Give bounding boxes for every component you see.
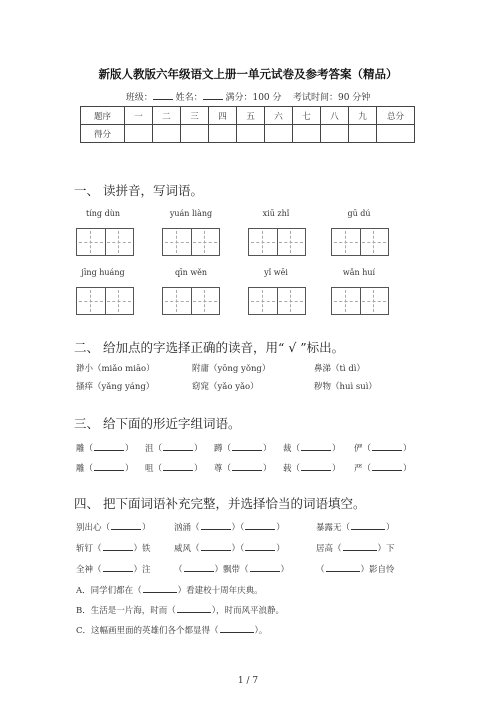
score-cell[interactable] [321,125,349,143]
score-table-header-row [81,107,415,125]
char-prompt: 裁（ [283,444,301,454]
word-group-item [354,442,412,454]
exam-meta [0,90,496,103]
score-header-cell: 六 [265,107,293,125]
sentence-text: ），时而风平浪静。 [211,606,285,616]
answer-blank[interactable] [343,542,377,551]
class-blank[interactable] [153,90,173,100]
idiom-text: 全神（ [76,565,102,575]
close-paren: ） [125,464,134,474]
score-header-cell: 五 [237,107,265,125]
idiom-text: ）下 [377,544,395,554]
answer-blank[interactable] [232,442,262,451]
idiom-text: 暴露无（ [316,523,351,533]
word-group-item [283,442,341,454]
word-group-item [145,462,203,474]
word-group-item [145,442,203,454]
close-paren: ） [263,444,272,454]
idiom-item [174,542,285,554]
tianzige-grid[interactable] [331,228,389,256]
answer-blank[interactable] [372,442,402,451]
idiom-text: （ [174,565,183,575]
idiom-text: ） [386,523,395,533]
idiom-item [316,563,395,575]
section3-heading: 三、 给下面的形近字组词语。 [74,416,241,431]
score-header-cell: 题序 [81,107,125,125]
answer-blank[interactable] [94,462,124,471]
close-paren: ） [194,464,203,474]
idiom-text: 斩钉（ [76,544,102,554]
name-label: 姓名： [175,93,203,103]
sentence-text: ）看建校十周年庆典。 [177,586,263,596]
word-group-item [283,462,341,474]
tianzige-grid[interactable] [76,228,134,256]
pronunciation-item[interactable]: 附庸（yōng yǒng） [192,364,271,374]
word-group-item [76,442,134,454]
score-header-cell: 总分 [377,107,415,125]
idiom-text: ）（ [231,523,245,533]
tianzige-grid[interactable] [76,287,134,315]
score-cell[interactable] [377,125,415,143]
pronunciation-item[interactable]: 渺小（miǎo miāo） [76,364,155,374]
score-cell[interactable] [125,125,153,143]
char-prompt: 咀（ [145,464,163,474]
pronunciation-item[interactable]: 搔痒（yǎng yáng） [76,382,155,392]
answer-blank[interactable] [301,462,331,471]
score-header-cell: 四 [209,107,237,125]
pinyin-label: xiū zhǐ [262,209,290,218]
answer-blank[interactable] [232,462,262,471]
idiom-text: （ [316,565,325,575]
close-paren: ） [125,444,134,454]
score-cell[interactable] [237,125,265,143]
answer-blank[interactable] [250,563,280,572]
fill-sentence-a [76,584,263,596]
char-prompt: 雕（ [76,464,94,474]
answer-blank[interactable] [351,521,385,530]
score-row-label: 得分 [81,125,125,143]
idiom-text: 别出心（ [76,523,111,533]
page-title: 新版人教版六年级语文上册一单元试卷及参考答案（精品） [98,67,398,81]
close-paren: ） [403,444,412,454]
char-prompt: 俨（ [354,444,372,454]
char-prompt: 蹲（ [214,444,232,454]
pinyin-label: jīng huáng [81,268,125,277]
score-header-cell: 九 [349,107,377,125]
pinyin-label: qīn wěn [174,268,208,277]
answer-blank[interactable] [201,521,231,530]
tianzige-grid[interactable] [162,287,220,315]
idiom-item [174,563,289,575]
score-cell[interactable] [265,125,293,143]
idiom-text: ）（ [231,544,245,554]
answer-blank[interactable] [201,542,231,551]
answer-blank[interactable] [94,442,124,451]
idiom-text: ）注 [133,565,151,575]
close-paren: ） [403,464,412,474]
score-cell[interactable] [293,125,321,143]
pinyin-label: tíng dùn [85,209,120,218]
word-group-item [214,442,272,454]
score-header-cell: 三 [181,107,209,125]
idiom-text: ） [142,523,151,533]
pinyin-label: gū dú [347,209,371,218]
score-cell[interactable] [181,125,209,143]
close-paren: ） [332,464,341,474]
answer-blank[interactable] [163,442,193,451]
answer-blank[interactable] [245,542,275,551]
word-group-item [76,462,134,474]
answer-blank[interactable] [372,462,402,471]
close-paren: ） [332,444,341,454]
class-label: 班级： [125,93,153,103]
pronunciation-item[interactable]: 鼻涕（tì dì） [314,364,365,374]
answer-blank[interactable] [111,521,141,530]
char-prompt: 雕（ [76,444,94,454]
score-cell[interactable] [349,125,377,143]
score-table [80,106,415,143]
exam-time: 考试时间：90 分钟 [292,93,371,103]
score-table-score-row [81,125,415,143]
close-paren: ） [194,444,203,454]
section2-heading: 二、 给加点的字选择正确的读音，用“ √ ”标出。 [74,340,345,355]
idiom-text: 汹涌（ [174,523,200,533]
answer-blank[interactable] [245,521,275,530]
pinyin-label: wǎn huí [342,268,376,277]
fill-sentence-b [76,604,284,616]
score-header-cell: 二 [153,107,181,125]
answer-blank[interactable] [103,542,133,551]
char-prompt: 严（ [354,464,372,474]
answer-blank[interactable] [177,604,211,613]
char-prompt: 沮（ [145,444,163,454]
answer-blank[interactable] [143,584,177,593]
idiom-item [76,563,151,575]
score-cell[interactable] [153,125,181,143]
tianzige-grid[interactable] [331,287,389,315]
idiom-text: ）影自怜 [360,565,395,575]
answer-blank[interactable] [326,563,360,572]
answer-blank[interactable] [301,442,331,451]
sentence-text: B．生活是一片海，时而（ [76,606,176,616]
char-prompt: 载（ [283,464,301,474]
pronunciation-item[interactable]: 窈窕（yǎo yǎo） [192,382,259,392]
word-group-item [354,462,412,474]
answer-blank[interactable] [103,563,133,572]
close-paren: ） [263,464,272,474]
pinyin-label: yǐ wēi [264,268,288,277]
sentence-text: A．同学们都在（ [76,586,142,596]
word-group-item [214,462,272,474]
score-header-cell: 一 [125,107,153,125]
idiom-text: ）铁 [133,544,151,554]
full-score: 满分：100 分 [225,93,282,103]
idiom-item [76,521,151,533]
idiom-text: ） [276,523,285,533]
section1-heading: 一、 读拼音，写词语。 [74,183,203,198]
tianzige-grid[interactable] [248,228,306,256]
name-blank[interactable] [203,90,223,100]
pinyin-label: yuán liàng [169,209,213,218]
score-header-cell: 八 [321,107,349,125]
section4-heading: 四、 把下面词语补充完整，并选择恰当的词语填空。 [74,496,366,511]
answer-blank[interactable] [220,624,254,633]
idiom-item [76,542,151,554]
idiom-item [316,542,395,554]
answer-blank[interactable] [163,462,193,471]
tianzige-grid[interactable] [248,287,306,315]
idiom-text: ）飘带（ [214,565,249,575]
idiom-text: ） [280,565,290,575]
score-header-cell: 七 [293,107,321,125]
idiom-text: ） [276,544,285,554]
answer-blank[interactable] [184,563,214,572]
page-number: 1 / 7 [237,676,259,686]
tianzige-grid[interactable] [162,228,220,256]
idiom-item [174,521,285,533]
sentence-text: C．这幅画里面的英雄们各个都显得（ [76,626,219,636]
idiom-text: 威风（ [174,544,200,554]
char-prompt: 尊（ [214,464,232,474]
score-cell[interactable] [209,125,237,143]
idiom-item [316,521,395,533]
fill-sentence-c [76,624,267,636]
idiom-text: 居高（ [316,544,342,554]
sentence-text: ）。 [254,626,268,636]
pronunciation-item[interactable]: 秽物（huì suì） [314,382,377,392]
